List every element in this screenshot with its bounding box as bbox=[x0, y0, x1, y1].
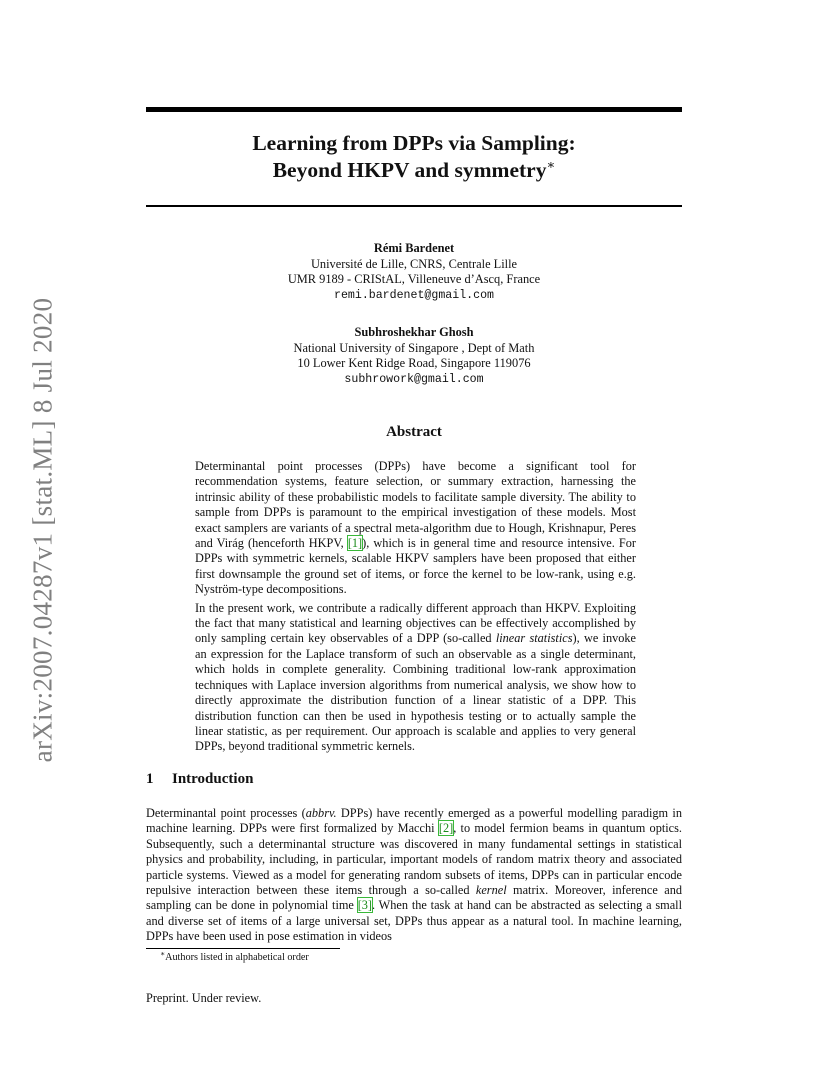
abstract-text: In the present work, we contribute a radically different approach than HKPV. Exploiting the fact that many statistical and learning objectives can be effectively accomplished by only sampling certain key observables of a DPP (so-called bbox=[195, 600, 636, 646]
citation-link-2[interactable]: [2] bbox=[438, 821, 454, 836]
author-email[interactable]: remi.bardenet@gmail.com bbox=[333, 288, 495, 302]
section-title: Introduction bbox=[172, 771, 254, 787]
body-text: Determinantal point processes ( bbox=[146, 806, 306, 820]
author-name: Rémi Bardenet bbox=[373, 241, 455, 255]
introduction-paragraph bbox=[146, 806, 682, 945]
author-affiliation: 10 Lower Kent Ridge Road, Singapore 119076 bbox=[297, 356, 531, 370]
author-affiliation: UMR 9189 - CRIStAL, Villeneuve d’Ascq, France bbox=[287, 272, 541, 286]
author-email[interactable]: subhrowork@gmail.com bbox=[344, 372, 484, 386]
body-text: . When the task at hand can be abstracted as selecting a small and diverse set of items of a large universal set, DPPs thus appear as a natural tool. In machine learning, DPPs have been used in pose estimation in videos bbox=[146, 898, 682, 944]
paper-title bbox=[146, 130, 682, 184]
abstract-body bbox=[195, 459, 636, 758]
title-line-1: Learning from DPPs via Sampling: bbox=[252, 131, 576, 155]
abstract-paragraph-2 bbox=[195, 601, 636, 755]
citation-link-1[interactable]: [1] bbox=[347, 536, 363, 551]
footnote-mark: ∗ bbox=[160, 949, 166, 958]
body-text: DPPs) have recently emerged as a powerful modelling paradigm in machine learning. DPPs were first formalized by Macchi bbox=[146, 806, 682, 836]
arxiv-stamp: arXiv:2007.04287v1 [stat.ML] 8 Jul 2020 bbox=[27, 297, 58, 763]
preprint-note: Preprint. Under review. bbox=[146, 991, 262, 1005]
title-footnote-mark: ∗ bbox=[546, 157, 556, 172]
author-affiliation: Université de Lille, CNRS, Centrale Lille bbox=[310, 256, 518, 271]
title-bottom-rule bbox=[146, 205, 682, 207]
emphasis-abbrv: abbrv. bbox=[305, 806, 337, 820]
footnote-rule bbox=[146, 948, 340, 949]
abstract-paragraph-1 bbox=[195, 459, 636, 598]
footnote-text: Authors listed in alphabetical order bbox=[165, 952, 309, 963]
author-block-2 bbox=[146, 325, 682, 387]
title-line-2: Beyond HKPV and symmetry bbox=[272, 158, 547, 182]
author-block-1 bbox=[146, 241, 682, 303]
citation-link-3[interactable]: [3] bbox=[357, 898, 373, 913]
emphasis-kernel: kernel bbox=[475, 883, 507, 898]
title-top-rule bbox=[146, 107, 682, 112]
abstract-heading: Abstract bbox=[386, 424, 442, 440]
section-heading-introduction bbox=[146, 771, 253, 788]
author-name: Subhroshekhar Ghosh bbox=[354, 325, 474, 339]
body-text: matrix. Moreover, inference and sampling can be done in polynomial time bbox=[146, 883, 682, 913]
body-text: , to model fermion beams in quantum optics. Subsequently, such a determinantal structure was discovered in many fundamental settings in statistical physics and probability, including, in particular, important models of random matrix theory and associated particle systems. Viewed as a model for generating random subsets of items, DPPs can in particular encode repulsive interaction between these items through a so-called bbox=[146, 821, 682, 898]
abstract-text: ), which is in general time and resource intensive. For DPPs with symmetric kernels, scalable HKPV samplers have been proposed that either first downsample the ground set of items, or force the kernel to be low-rank, using e.g. Nyström-type decompositions. bbox=[195, 536, 636, 597]
emphasis-linear-statistics: linear statistics bbox=[495, 631, 573, 646]
section-number: 1 bbox=[146, 771, 154, 787]
author-affiliation: National University of Singapore , Dept of Math bbox=[293, 340, 535, 355]
abstract-text: Determinantal point processes (DPPs) have become a significant tool for recommendation systems, feature selection, or summary extraction, harnessing the intrinsic ability of these probabilistic models to facilitate sample diversity. The ability to sample from DPPs is paramount to the empirical investigation of these models. Most exact samplers are variants of a spectral meta-algorithm due to Hough, Krishnapur, Peres and Virág (henceforth HKPV, bbox=[195, 459, 636, 551]
footnote bbox=[160, 951, 309, 964]
abstract-text: ), we invoke an expression for the Laplace transform of such an observable as a single determinant, which holds in complete generality. Combining traditional low-rank approximation techniques with Laplace inversion algorithms from numerical analysis, we show how to directly approximate the distribution function of a linear statistic of a DPP. This distribution function can then be used in hypothesis testing or to actually sample the linear statistic, as per requirement. Our approach is scalable and applies to very general DPPs, beyond traditional symmetric kernels. bbox=[195, 631, 637, 754]
